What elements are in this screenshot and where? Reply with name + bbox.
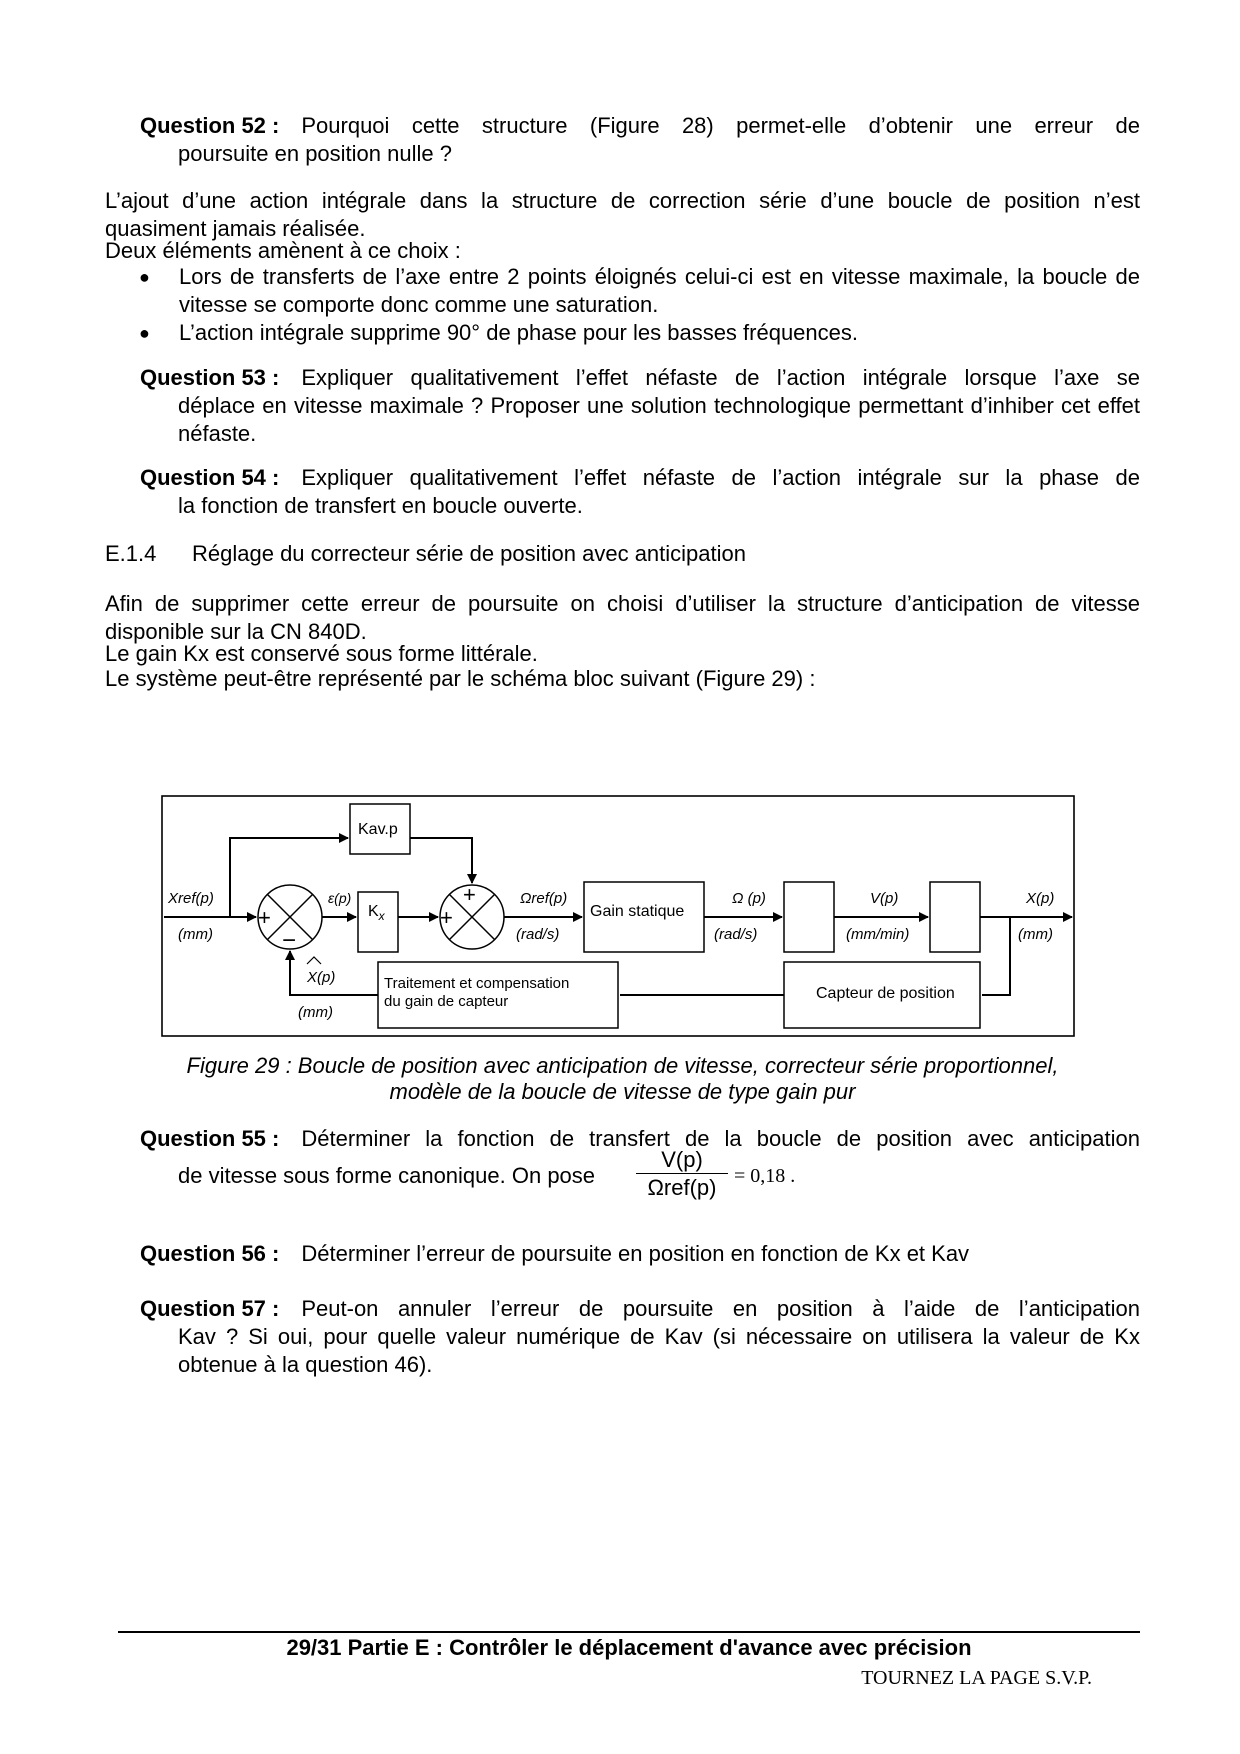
list-item: ● Lors de transferts de l’axe entre 2 points éloignés celui-ci est en vitesse maximale, la boucle de vitesse se comporte donc comme une saturation. [139,264,1140,317]
x-unit: (mm) [1018,926,1053,943]
paragraph: Le gain Kx est conservé sous forme littérale. [105,641,538,666]
footer-turn-page: TOURNEZ LA PAGE S.V.P. [861,1667,1092,1689]
question-label: Question 54 : [140,465,280,490]
kx-label: $K_x$ [368,903,385,923]
block-empty-2 [930,882,980,952]
question-label: Question 52 : [140,113,280,138]
minus-sign: − [282,927,297,954]
capteur-label: Capteur de position [816,985,955,1002]
question-text: Pourquoi cette structure (Figure 28) permet-elle d’obtenir une erreur de [301,113,1140,138]
fraction-denominator: Ωref(p) [647,1175,717,1200]
question-label: Question 56 : [140,1241,280,1266]
omega-ref-unit: (rad/s) [516,926,560,943]
question-text: Déterminer la fonction de transfert de la boucle de position avec anticipation [301,1126,1140,1151]
plus-sign: + [440,905,453,930]
footer-title: 29/31 Partie E : Contrôler le déplacement d'avance avec précision [286,1635,972,1660]
bullet-icon: ● [139,267,150,287]
xref-unit: (mm) [178,926,213,943]
figure-caption-1: Figure 29 : Boucle de position avec anticipation de vitesse, correcteur série proportionnel, [186,1053,1059,1078]
question-text: Peut-on annuler l’erreur de poursuite en position à l’aide de l’anticipation [301,1296,1140,1321]
question-text: Expliquer qualitativement l’effet néfaste de l’action intégrale lorsque l’axe se [301,365,1140,390]
question-56 [140,1240,1140,1268]
paragraph: Afin de supprimer cette erreur de poursuite on choisi d’utiliser la structure d’anticipation de vitesse disponible sur la CN 840D. [105,591,1140,644]
list-item: ● L’action intégrale supprime 90° de phase pour les basses fréquences. [139,320,859,345]
omega-unit: (rad/s) [714,926,758,943]
question-text-cont: poursuite en position nulle ? [178,141,452,166]
x-label: X(p) [1026,890,1055,907]
wire-feedback-1 [982,917,1010,995]
fraction-numerator: V(p) [636,1147,728,1174]
fraction-value: = 0,18 . [734,1165,796,1187]
section-number: E.1.4 [105,541,157,566]
figure-caption-2: modèle de la boucle de vitesse de type gain pur [389,1079,856,1104]
paragraph: L’ajout d’une action intégrale dans la structure de correction série d’une boucle de position n’est quasiment jamais réalisée. [105,188,1140,241]
eps-label: ε(p) [328,890,352,906]
question-text-cont: de vitesse sous forme canonique. On pose [178,1163,596,1188]
traitement-label-1: Traitement et compensation [384,975,570,992]
bullet-icon: ● [139,323,150,343]
omega-ref-label: Ωref(p) [520,890,568,907]
question-label: Question 53 : [140,365,280,390]
footer-divider [118,1631,1140,1633]
plus-sign: + [463,882,476,907]
question-57 [140,1295,1140,1379]
kav-label: Kav.p [358,821,398,838]
question-text-cont: la fonction de transfert en boucle ouverte. [178,493,583,518]
paragraph: Le système peut-être représenté par le schéma bloc suivant (Figure 29) : [105,666,816,691]
block-empty-1 [784,882,834,952]
question-text: Expliquer qualitativement l’effet néfaste de l’action intégrale sur la phase de [301,465,1140,490]
v-label: V(p) [870,890,899,907]
wire-kav-out [410,838,472,883]
xhat-label: X(p) [307,969,336,986]
xhat-unit: (mm) [298,1004,333,1021]
hat-icon [307,957,321,964]
question-label: Question 57 : [140,1296,280,1321]
question-text-cont: déplace en vitesse maximale ? Proposer une solution technologique permettant d’inhiber cet effet néfaste. [178,393,1140,446]
question-text-cont: Kav ? Si oui, pour quelle valeur numérique de Kav (si nécessaire on utilisera la valeur de Kx obtenue à la question 46). [178,1324,1140,1377]
xref-label: Xref(p) [168,890,214,907]
plus-sign: + [258,905,271,930]
question-text: Déterminer l’erreur de poursuite en position en fonction de Kx et Kav [301,1241,970,1266]
fraction [636,1147,728,1202]
v-unit: (mm/min) [846,926,910,943]
question-label: Question 55 : [140,1126,280,1151]
section-title: Réglage du correcteur série de position avec anticipation [192,541,746,566]
traitement-label-2: du gain de capteur [384,993,509,1010]
paragraph: Deux éléments amènent à ce choix : [105,238,461,263]
gain-statique-label: Gain statique [590,903,685,920]
omega-label: Ω (p) [732,890,766,907]
